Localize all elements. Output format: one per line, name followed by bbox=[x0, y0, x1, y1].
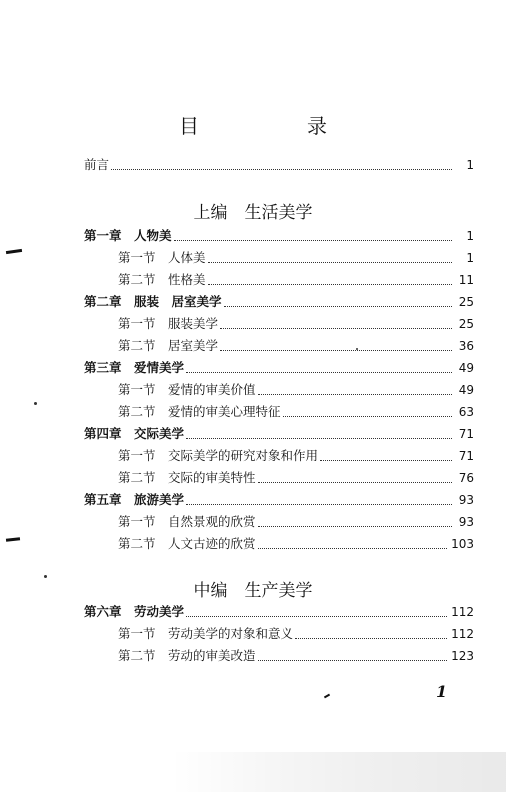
toc-entry-chapter bbox=[84, 424, 474, 444]
scan-mark bbox=[6, 249, 22, 254]
leader-dots bbox=[111, 169, 452, 170]
entry-label: 第四章 交际美学 bbox=[84, 426, 185, 441]
entry-label: 第一节 交际美学的研究对象和作用 bbox=[118, 448, 319, 463]
part-title-middle: 中编 生产美学 bbox=[193, 581, 313, 601]
leader-dots bbox=[208, 284, 452, 285]
leader-dots bbox=[295, 638, 447, 639]
entry-page: 112 bbox=[451, 605, 474, 619]
entry-page: 93 bbox=[458, 515, 474, 529]
leader-dots bbox=[283, 416, 452, 417]
toc-entry-section bbox=[118, 646, 474, 666]
entry-label: 第一节 爱情的审美价值 bbox=[118, 382, 256, 397]
entry-page: 49 bbox=[458, 383, 474, 397]
entry-page: 63 bbox=[458, 405, 474, 419]
toc-entry-section bbox=[118, 270, 474, 290]
leader-dots bbox=[186, 616, 447, 617]
leader-dots bbox=[258, 394, 452, 395]
toc-entry-chapter bbox=[84, 490, 474, 510]
toc-entry-section bbox=[118, 336, 474, 356]
toc-entry-section bbox=[118, 402, 474, 422]
leader-dots bbox=[220, 350, 452, 351]
entry-page: 36 bbox=[458, 339, 474, 353]
entry-label: 第一章 人物美 bbox=[84, 228, 172, 243]
leader-dots bbox=[174, 240, 452, 241]
entry-label: 第一节 自然景观的欣赏 bbox=[118, 514, 256, 529]
toc-entry-section bbox=[118, 468, 474, 488]
page-folio: 1 bbox=[436, 682, 448, 701]
toc-entry-section bbox=[118, 248, 474, 268]
toc-entry-section bbox=[118, 534, 474, 554]
leader-dots bbox=[208, 262, 452, 263]
toc-entry-preface bbox=[84, 155, 474, 175]
leader-dots bbox=[258, 526, 452, 527]
toc-entry-chapter bbox=[84, 292, 474, 312]
entry-page: 11 bbox=[458, 273, 474, 287]
entry-label: 前言 bbox=[84, 157, 110, 172]
entry-label: 第二节 人文古迹的欣赏 bbox=[118, 536, 256, 551]
entry-page: 112 bbox=[451, 627, 474, 641]
leader-dots bbox=[224, 306, 452, 307]
scan-mark bbox=[6, 537, 20, 541]
entry-label: 第二节 居室美学 bbox=[118, 338, 219, 353]
scan-speck bbox=[34, 402, 37, 405]
entry-label: 第二节 性格美 bbox=[118, 272, 206, 287]
toc-entry-section bbox=[118, 446, 474, 466]
toc-entry-section bbox=[118, 380, 474, 400]
toc-entry-chapter bbox=[84, 226, 474, 246]
entry-page: 49 bbox=[458, 361, 474, 375]
toc-entry-chapter bbox=[84, 358, 474, 378]
part-title-upper: 上编 生活美学 bbox=[193, 203, 313, 223]
scan-mark bbox=[324, 694, 330, 699]
leader-dots bbox=[258, 482, 452, 483]
toc-entry-section bbox=[118, 314, 474, 334]
entry-label: 第二节 劳动的审美改造 bbox=[118, 648, 256, 663]
leader-dots bbox=[186, 372, 452, 373]
scan-speck bbox=[356, 348, 358, 350]
entry-label: 第二节 爱情的审美心理特征 bbox=[118, 404, 281, 419]
toc-entry-section bbox=[118, 624, 474, 644]
entry-label: 第一节 劳动美学的对象和意义 bbox=[118, 626, 294, 641]
toc-title: 目 录 bbox=[179, 114, 371, 138]
leader-dots bbox=[258, 548, 448, 549]
leader-dots bbox=[220, 328, 452, 329]
entry-page: 103 bbox=[451, 537, 474, 551]
toc-entry-chapter bbox=[84, 602, 474, 622]
entry-page: 1 bbox=[466, 229, 474, 243]
entry-page: 123 bbox=[451, 649, 474, 663]
entry-page: 93 bbox=[458, 493, 474, 507]
entry-label: 第三章 爱情美学 bbox=[84, 360, 185, 375]
entry-label: 第二章 服装 居室美学 bbox=[84, 294, 222, 309]
entry-label: 第六章 劳动美学 bbox=[84, 604, 185, 619]
entry-page: 25 bbox=[458, 295, 474, 309]
entry-label: 第二节 交际的审美特性 bbox=[118, 470, 256, 485]
entry-page: 76 bbox=[458, 471, 474, 485]
leader-dots bbox=[258, 660, 448, 661]
scan-speck bbox=[44, 575, 47, 578]
leader-dots bbox=[186, 504, 452, 505]
entry-page: 71 bbox=[458, 449, 474, 463]
leader-dots bbox=[320, 460, 452, 461]
entry-label: 第一节 人体美 bbox=[118, 250, 206, 265]
toc-entry-section bbox=[118, 512, 474, 532]
entry-label: 第五章 旅游美学 bbox=[84, 492, 185, 507]
leader-dots bbox=[186, 438, 452, 439]
entry-page: 71 bbox=[458, 427, 474, 441]
entry-page: 1 bbox=[466, 158, 474, 172]
entry-page: 1 bbox=[466, 251, 474, 265]
entry-page: 25 bbox=[458, 317, 474, 331]
entry-label: 第一节 服装美学 bbox=[118, 316, 219, 331]
show-through-bleed bbox=[170, 752, 506, 792]
